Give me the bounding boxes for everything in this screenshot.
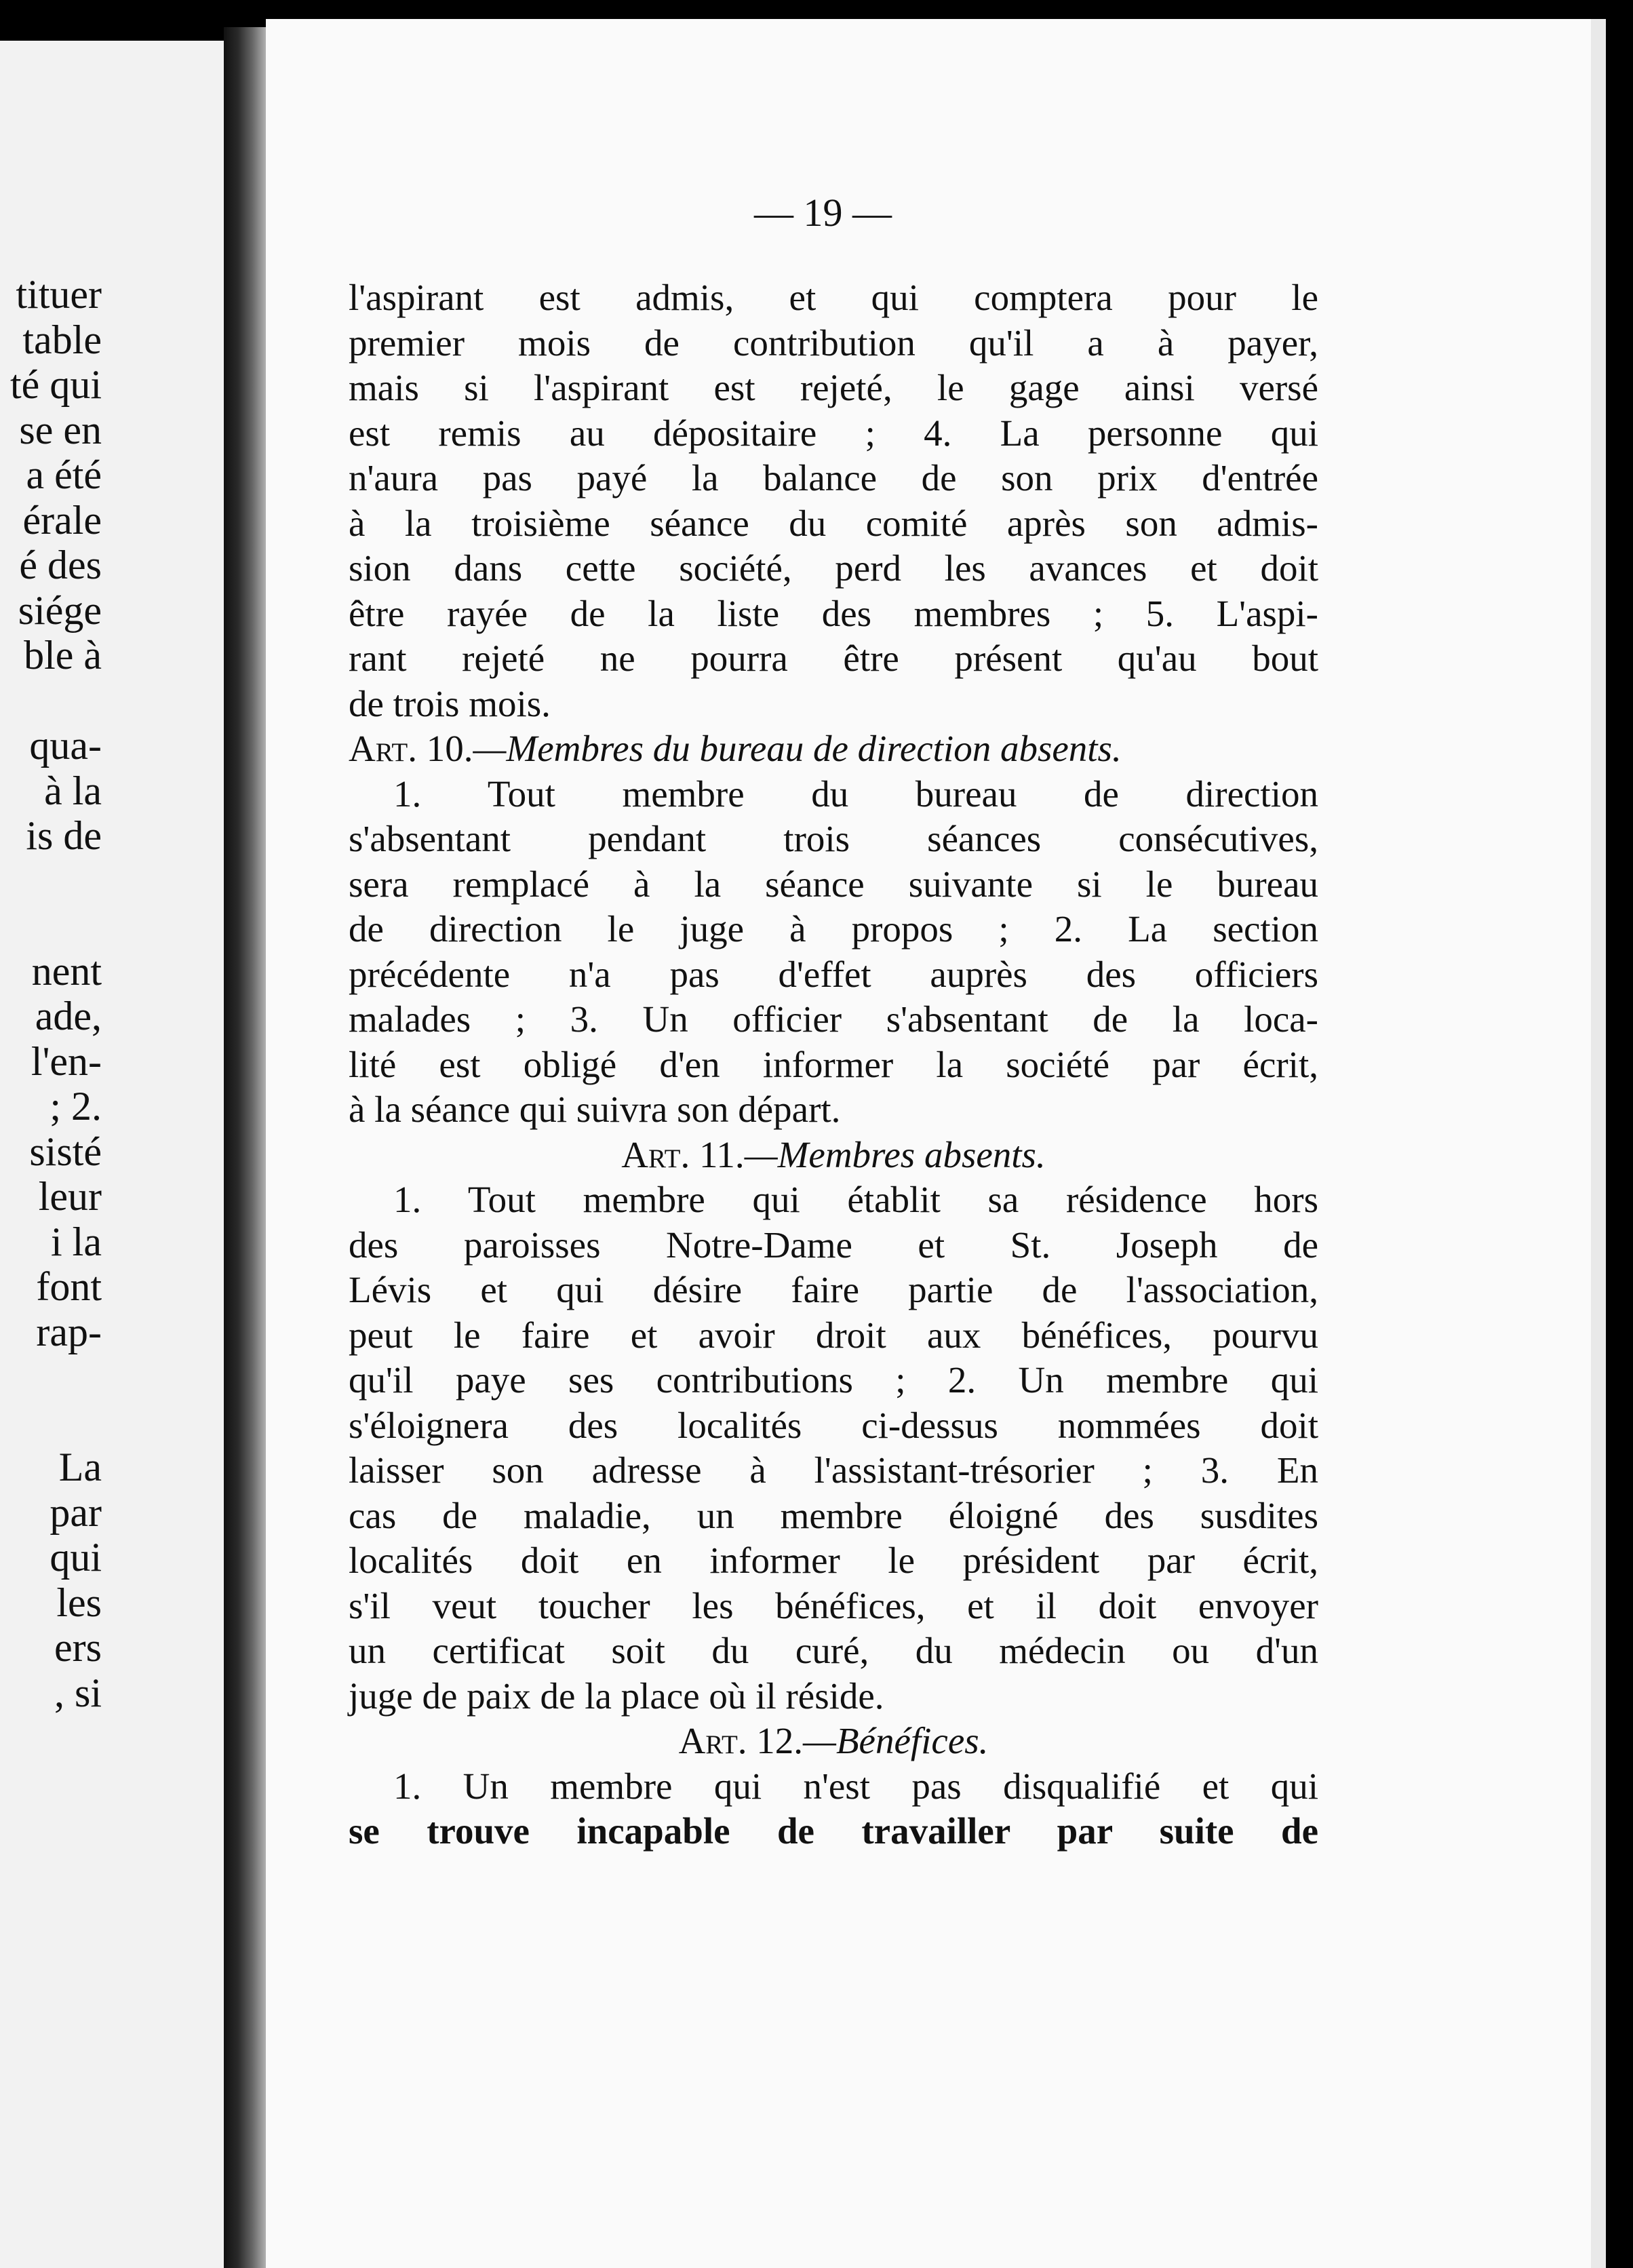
book-gutter xyxy=(224,27,271,2268)
previous-page-line: qua- xyxy=(29,723,102,768)
article-heading xyxy=(349,1719,1318,1764)
text-line: s'absentant pendant trois séances consécutives, xyxy=(349,818,1318,859)
previous-page-line: is de xyxy=(26,813,102,858)
text-line: n'aura pas payé la balance de son prix d'entrée xyxy=(349,457,1318,498)
article-title: —Bénéfices. xyxy=(803,1720,989,1761)
page-body-text xyxy=(349,275,1318,1854)
previous-page-line: é des xyxy=(19,543,102,587)
text-line: rant rejeté ne pourra être présent qu'au bout xyxy=(349,638,1318,679)
text-line: localités doit en informer le président par écrit, xyxy=(349,1540,1318,1581)
text-line: s'il veut toucher les bénéfices, et il doit envoyer xyxy=(349,1584,1318,1626)
previous-page-line: les xyxy=(56,1580,102,1625)
text-line: cas de maladie, un membre éloigné des susdites xyxy=(349,1494,1318,1536)
text-line: de direction le juge à propos ; 2. La section xyxy=(349,908,1318,950)
text-line: Lévis et qui désire faire partie de l'association, xyxy=(349,1269,1318,1310)
previous-page-line: leur xyxy=(38,1174,102,1219)
article-title: —Membres absents. xyxy=(744,1133,1046,1175)
text-line: se trouve incapable de travailler par suite de xyxy=(349,1810,1318,1852)
previous-page-line: l'en- xyxy=(31,1038,102,1084)
previous-page-line: tituer xyxy=(16,272,102,317)
previous-page-line: à la xyxy=(44,768,102,813)
text-line: juge de paix de la place où il réside. xyxy=(349,1675,884,1717)
previous-page-fragment xyxy=(0,41,224,2268)
text-line: à la troisième séance du comité après son admis- xyxy=(349,502,1318,544)
previous-page-line: ble à xyxy=(24,633,102,678)
previous-page-line: se en xyxy=(19,407,102,452)
previous-page-line: La xyxy=(58,1445,102,1489)
text-line: s'éloignera des localités ci-dessus nommées doit xyxy=(349,1404,1318,1446)
previous-page-line: a été xyxy=(26,452,102,497)
text-line: sera remplacé à la séance suivante si le bureau xyxy=(349,863,1318,905)
article-number: Art. 11. xyxy=(621,1133,745,1175)
previous-page-line: ; 2. xyxy=(50,1084,102,1129)
article-heading xyxy=(349,1133,1318,1178)
text-line: 1. Un membre qui n'est pas disqualifié et qui xyxy=(393,1765,1318,1807)
text-line: des paroisses Notre-Dame et St. Joseph de xyxy=(349,1224,1318,1266)
previous-page-line: sisté xyxy=(29,1129,102,1174)
text-line: 1. Tout membre qui établit sa résidence hors xyxy=(393,1179,1318,1220)
text-line: précédente n'a pas d'effet auprès des officiers xyxy=(349,953,1318,995)
text-line: un certificat soit du curé, du médecin ou d'un xyxy=(349,1630,1318,1671)
previous-page-line: érale xyxy=(22,497,102,543)
previous-page-line: té qui xyxy=(10,362,102,407)
text-line: peut le faire et avoir droit aux bénéfices, pourvu xyxy=(349,1314,1318,1356)
article-heading xyxy=(349,726,1318,772)
article-title: —Membres du bureau de direction absents. xyxy=(473,728,1122,769)
text-line: mais si l'aspirant est rejeté, le gage ainsi versé xyxy=(349,367,1318,408)
page-number: — 19 — xyxy=(754,191,892,235)
previous-page-line: qui xyxy=(50,1535,102,1580)
previous-page-line: nent xyxy=(31,948,102,994)
text-line: 1. Tout membre du bureau de direction xyxy=(393,773,1318,815)
text-line: qu'il paye ses contributions ; 2. Un membre qui xyxy=(349,1359,1318,1401)
text-line: être rayée de la liste des membres ; 5. L'aspi- xyxy=(349,592,1318,634)
article-number: Art. 10. xyxy=(349,728,473,769)
text-line: premier mois de contribution qu'il a à payer, xyxy=(349,321,1318,364)
article-number: Art. 12. xyxy=(678,1720,804,1761)
previous-page-line: ade, xyxy=(35,994,102,1038)
previous-page-line: rap- xyxy=(36,1309,102,1354)
previous-page-line: , si xyxy=(54,1670,102,1715)
text-line: malades ; 3. Un officier s'absentant de la loca- xyxy=(349,998,1318,1040)
text-line: laisser son adresse à l'assistant-trésorier ; 3. En xyxy=(349,1449,1318,1491)
previous-page-line: par xyxy=(50,1489,102,1535)
text-line: sion dans cette société, perd les avances et doit xyxy=(349,547,1318,589)
text-line: à la séance qui suivra son départ. xyxy=(349,1089,841,1130)
text-line: de trois mois. xyxy=(349,682,551,724)
previous-page-line: table xyxy=(22,317,102,362)
text-line: l'aspirant est admis, et qui comptera pour le xyxy=(349,277,1318,318)
previous-page-line: font xyxy=(36,1264,102,1309)
previous-page-line: ers xyxy=(54,1625,102,1670)
text-line: est remis au dépositaire ; 4. La personne qui xyxy=(349,412,1318,454)
previous-page-line: siége xyxy=(18,587,102,633)
text-line: lité est obligé d'en informer la société par écrit, xyxy=(349,1043,1318,1085)
previous-page-line: i la xyxy=(51,1219,102,1264)
